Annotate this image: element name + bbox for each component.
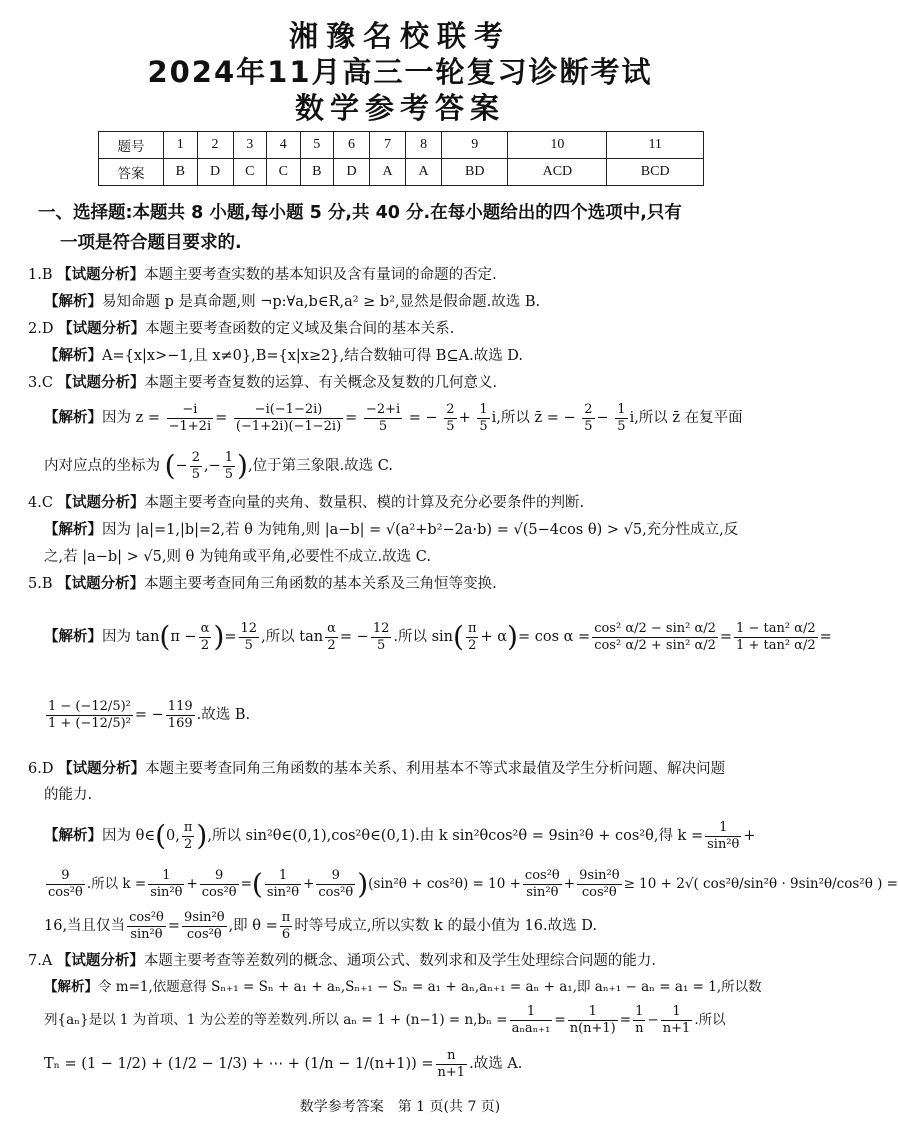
q6-solution-end <box>44 906 792 946</box>
analysis-tag: 【试题分析】 <box>57 576 145 592</box>
math-text: − <box>647 1012 659 1028</box>
analysis-tag: 【试题分析】 <box>58 761 146 777</box>
fraction <box>167 402 214 435</box>
math-text: 因为 θ∈ <box>102 828 156 844</box>
question-number: 3 <box>233 132 267 159</box>
math-text: + <box>743 828 756 844</box>
numerator: 1 <box>265 868 301 885</box>
math-text: + <box>563 876 576 892</box>
question-number: 2 <box>197 132 233 159</box>
numerator: 9 <box>316 868 355 885</box>
math-text: .故选 B. <box>196 707 251 723</box>
fraction <box>223 450 235 483</box>
denominator: 2 <box>183 836 193 852</box>
denominator: n+1 <box>437 1064 466 1080</box>
math-text: ,所以 tan <box>261 629 324 645</box>
analysis-tag: 【试题分析】 <box>58 321 146 337</box>
answer-cell: ACD <box>508 159 607 186</box>
math-text: Tₙ = (1 − 1/2) + (1/2 − 1/3) + ⋯ + (1/n − 1/(n+1)) = <box>44 1056 434 1072</box>
numerator: 12 <box>240 620 258 636</box>
denominator: cos²θ <box>186 926 222 942</box>
question-number: 8 <box>406 132 442 159</box>
answer-table-number-row <box>99 132 704 159</box>
exam-name-title: 2024年11月高三一轮复习诊断考试 <box>147 55 653 89</box>
math-text: = cos α = <box>517 629 591 645</box>
fraction <box>182 820 195 853</box>
question-number: 11 <box>607 132 704 159</box>
q1-number: 1.B <box>28 267 53 283</box>
denominator: 1 + tan² α/2 <box>736 637 816 653</box>
q7-solution-text: 令 m=1,依题意得 Sₙ₊₁ = Sₙ + a₁ + aₙ,Sₙ₊₁ − Sₙ = a₁ + aₙ,aₙ₊₁ = aₙ + a₁,即 aₙ₊₁ − aₙ = a₁ = 1,所以数 <box>98 979 762 995</box>
denominator: sin²θ <box>130 926 163 942</box>
math-text: 因为 tan <box>102 629 160 645</box>
q6-analysis-cont: 的能力. <box>44 787 93 803</box>
q3-analysis <box>28 372 776 394</box>
numerator: cos²θ <box>129 909 164 925</box>
numerator: 1 <box>479 401 488 417</box>
denominator: cos²θ <box>581 885 617 900</box>
math-text: π − <box>170 629 197 645</box>
fraction <box>200 868 239 901</box>
fraction <box>280 910 293 943</box>
answer-cell: D <box>197 159 233 186</box>
fraction <box>582 402 594 435</box>
denominator: 169 <box>167 715 193 731</box>
denominator: 5 <box>224 466 234 482</box>
denominator: sin²θ <box>526 885 559 900</box>
paren-open: ( <box>453 620 464 653</box>
q7-solution-cont <box>44 1000 792 1040</box>
q4-solution-text: 因为 |a|=1,|b|=2,若 θ 为钝角,则 |a−b| = √(a²+b²−2a·b) = √(5−4cos θ) > √5,充分性成立,反 <box>102 522 739 538</box>
denominator: 6 <box>281 926 291 942</box>
answer-table-answer-row <box>99 159 704 186</box>
q1-solution-text: 易知命题 p 是真命题,则 ¬p:∀a,b∈R,a² ≥ b²,显然是假命题.故选 B. <box>102 294 541 310</box>
denominator: 1 + (−12/5)² <box>48 715 131 731</box>
numerator: π <box>467 620 477 636</box>
answer-cell: B <box>164 159 198 186</box>
fraction <box>127 910 166 943</box>
numerator: 1 <box>617 401 626 417</box>
solution-tag: 【解析】 <box>44 348 102 364</box>
denominator: 5 <box>446 418 455 434</box>
numerator: 1 <box>224 449 234 465</box>
section-heading-cont: 一项是符合题目要求的. <box>60 233 242 253</box>
math-text: 16,当且仅当 <box>44 918 126 934</box>
math-text: + <box>186 876 198 892</box>
fraction <box>190 450 202 483</box>
solution-tag: 【解析】 <box>44 294 102 310</box>
math-text: = <box>167 918 181 934</box>
denominator: cos²θ <box>318 885 354 900</box>
q3-solution-cont: 内对应点的坐标为 (− $\frac{2}{5}$ ,− $\frac{1}{5}$ ),位于第三象限.故选 C. <box>44 449 393 482</box>
denominator: cos²θ <box>201 885 237 900</box>
denominator: 5 <box>584 418 593 434</box>
q5-solution-cont <box>44 690 792 740</box>
numerator: −i(−1−2i) <box>234 402 343 419</box>
q3-solution: 【解析】因为 z = $\frac{-i}{-1+2i}$ = $\frac{-i(-1-2i)}{(-1+2i)(-1-2i)}$ = $\frac{-2+i}{5}$ = − $\frac{2}{5}$ + $\frac{1}{5}$ i,所以 z̄ = − $\frac{2}{5}$ − $\frac{1}{5}$ i,所以 z̄ 在复平面 <box>44 401 743 434</box>
fraction <box>615 402 627 435</box>
fraction <box>568 1004 618 1037</box>
denominator: −1+2i <box>168 418 212 434</box>
solution-tag: 【解析】 <box>44 522 102 538</box>
fraction <box>46 699 133 732</box>
paren-close: ) <box>237 449 248 482</box>
solution-tag: 【解析】 <box>44 410 102 426</box>
q4-solution <box>44 519 792 541</box>
math-text: = <box>240 876 252 892</box>
fraction <box>234 402 343 435</box>
math-text: ,所以 sin²θ∈(0,1),cos²θ∈(0,1).由 k sin²θcos²θ = 9sin²θ + cos²θ,得 k = <box>207 828 704 844</box>
numerator: 2 <box>191 449 200 465</box>
section-heading: 一、选择题:本题共 8 小题,每小题 5 分,共 40 分.在每小题给出的四个选项中,只有 <box>38 203 682 223</box>
q6-analysis-text: 本题主要考查同角三角函数的基本关系、利用基本不等式求最值及学生分析问题、解决问题 <box>145 761 726 777</box>
numerator: α <box>200 620 210 636</box>
numerator: 1 <box>705 820 741 837</box>
fraction <box>436 1048 468 1081</box>
math-text: = − <box>339 629 369 645</box>
math-text: = <box>554 1012 566 1028</box>
fraction <box>371 621 392 654</box>
answer-cell: C <box>233 159 267 186</box>
question-number: 5 <box>300 132 334 159</box>
math-text: .故选 A. <box>469 1056 523 1072</box>
math-text: ≥ 10 + 2 <box>623 876 685 892</box>
paren-close: ) <box>357 867 369 901</box>
fraction <box>444 402 456 435</box>
q3-analysis-text: 本题主要考查复数的运算、有关概念及复数的几何意义. <box>144 375 498 391</box>
q2-analysis-text: 本题主要考查函数的定义域及集合间的基本关系. <box>145 321 455 337</box>
numerator: 1 <box>148 868 184 885</box>
fraction <box>510 1004 553 1037</box>
q6-number: 6.D <box>28 761 54 777</box>
fraction <box>46 868 85 901</box>
numerator: 1 <box>568 1004 618 1021</box>
fraction <box>364 402 402 435</box>
numerator: α <box>327 620 336 636</box>
analysis-tag: 【试题分析】 <box>57 495 145 511</box>
q2-solution <box>44 345 792 367</box>
q2-number: 2.D <box>28 321 54 337</box>
math-text: .所以 k = <box>86 876 147 892</box>
answer-cell: A <box>370 159 406 186</box>
analysis-tag: 【试题分析】 <box>57 375 145 391</box>
denominator: 5 <box>244 637 253 653</box>
q6-solution <box>44 814 792 858</box>
answer-cell: BD <box>442 159 508 186</box>
fraction <box>199 621 212 654</box>
q6-solution-cont: $\frac{9}{\text{cos²θ}}$ .所以 k = $\frac{1}{\text{sin²θ}}$ + $\frac{9}{\text{cos²θ}}$ =( $\frac{1}{\text{sin²θ}}$ + $\frac{9}{\text{cos²θ}}$ )(sin²θ + cos²θ) = 10 + $\frac{\text{cos²θ}}{\text{sin²θ}}$ + $\frac{\text{9sin²θ}}{\text{cos²θ}}$ ≥ 10 + 2√( cos²θ/sin²θ · 9sin²θ/cos²θ ) = <box>48 867 898 901</box>
paren-open: ( <box>159 620 171 653</box>
math-text: 内对应点的坐标为 <box>44 458 160 474</box>
q1-analysis-text: 本题主要考查实数的基本知识及含有量词的命题的否定. <box>144 267 497 283</box>
fraction <box>577 868 622 901</box>
numerator: 1 − (−12/5)² <box>48 698 131 714</box>
q4-analysis <box>28 492 776 514</box>
math-text: i,所以 z̄ = − <box>491 410 576 426</box>
q2-solution-text: A={x|x>−1,且 x≠0},B={x|x≥2},结合数轴可得 B⊆A.故选 D. <box>102 348 524 364</box>
q7-solution <box>44 976 792 998</box>
numerator: 1 <box>510 1004 553 1021</box>
denominator: 5 <box>479 418 488 434</box>
paren-open: ( <box>164 449 176 482</box>
paren-open: ( <box>155 819 167 852</box>
numerator: −2+i <box>365 401 401 417</box>
math-text: .所以 <box>694 1012 726 1028</box>
paren-close: ) <box>213 620 225 653</box>
fraction <box>265 868 301 901</box>
fraction <box>592 621 718 654</box>
numerator: 119 <box>167 698 193 714</box>
q7-number: 7.A <box>28 953 53 969</box>
fraction <box>239 621 260 654</box>
denominator: n(n+1) <box>569 1021 616 1036</box>
numerator: 1 <box>661 1004 693 1021</box>
q5-analysis-text: 本题主要考查同角三角函数的基本关系及三角恒等变换. <box>144 576 497 592</box>
q7-analysis-text: 本题主要考查等差数列的概念、通项公式、数列求和及学生处理综合问题的能力. <box>143 953 657 969</box>
fraction <box>325 621 338 654</box>
denominator: 5 <box>376 637 386 653</box>
q1-analysis <box>28 264 776 286</box>
table-header-question: 题号 <box>99 132 164 159</box>
denominator: aₙaₙ₊₁ <box>511 1021 551 1036</box>
q7-analysis <box>28 950 776 972</box>
q5-number: 5.B <box>28 576 53 592</box>
exam-organizer-title: 湘豫名校联考 <box>288 19 511 53</box>
numerator: 9 <box>200 868 239 885</box>
numerator: 1 − tan² α/2 <box>736 620 816 636</box>
fraction <box>734 621 818 654</box>
numerator: 9sin²θ <box>184 909 225 925</box>
paren-open: ( <box>251 867 263 901</box>
answer-cell: B <box>300 159 334 186</box>
table-header-answer: 答案 <box>99 159 164 186</box>
denominator: 2 <box>200 637 210 653</box>
q5-solution: 【解析】因为 tan(π − $\frac{\alpha}{2}$ )= $\frac{12}{5}$ ,所以 tan $\frac{\alpha}{2}$ = − $\frac{12}{5}$ .所以 sin( $\frac{\pi}{2}$ + α)= cos α = $\frac{\text{cos² α/2 − sin² α/2}}{\text{cos² α/2 + sin² α/2}}$ = $\frac{\text{1 − tan² α/2}}{\text{1 + tan² α/2}}$ = <box>44 620 832 653</box>
math-text: 时等号成立,所以实数 k 的最小值为 16.故选 D. <box>294 918 597 934</box>
q4-solution-cont: 之,若 |a−b| > √5,则 θ 为钝角或平角,必要性不成立.故选 C. <box>44 549 431 565</box>
denominator: sin²θ <box>266 885 300 900</box>
denominator: 2 <box>327 637 336 653</box>
question-number: 7 <box>370 132 406 159</box>
denominator: 5 <box>191 466 200 482</box>
denominator: cos² α/2 + sin² α/2 <box>594 637 716 653</box>
numerator: 12 <box>372 620 390 636</box>
q1-solution <box>44 291 792 313</box>
answer-cell: A <box>406 159 442 186</box>
question-number: 9 <box>442 132 508 159</box>
q7-solution-end <box>44 1044 792 1084</box>
question-number: 4 <box>267 132 301 159</box>
math-text: + α <box>480 629 508 645</box>
numerator: n <box>436 1048 468 1065</box>
fraction <box>182 910 227 943</box>
question-number: 1 <box>164 132 198 159</box>
denominator: sin²θ <box>707 836 740 852</box>
q4-analysis-text: 本题主要考查向量的夹角、数量积、模的计算及充分必要条件的判断. <box>144 495 585 511</box>
solution-tag: 【解析】 <box>44 629 102 645</box>
page-footer: 数学参考答案 第 1 页(共 7 页) <box>299 1099 501 1115</box>
answer-table <box>98 131 704 186</box>
analysis-tag: 【试题分析】 <box>56 953 144 969</box>
numerator: 2 <box>584 401 593 417</box>
analysis-tag: 【试题分析】 <box>57 267 145 283</box>
fraction <box>705 820 741 853</box>
paren-close: ) <box>196 819 208 852</box>
fraction <box>148 868 184 901</box>
math-text: = − <box>134 707 164 723</box>
question-number: 10 <box>508 132 607 159</box>
answer-key-title: 数学参考答案 <box>294 91 505 125</box>
math-text: = <box>224 629 237 645</box>
math-text: ,即 θ = <box>228 918 278 934</box>
math-text: 因为 z = <box>102 410 161 426</box>
numerator: 1 <box>633 1004 645 1021</box>
numerator: 2 <box>446 401 455 417</box>
q2-analysis <box>28 318 776 340</box>
denominator: sin²θ <box>150 885 183 900</box>
numerator: cos²θ <box>524 868 560 883</box>
q4-number: 4.C <box>28 495 53 511</box>
math-text: ,位于第三象限.故选 C. <box>247 458 393 474</box>
fraction <box>166 699 195 732</box>
fraction <box>633 1004 645 1037</box>
math-text: 列{aₙ}是以 1 为首项、1 为公差的等差数列.所以 aₙ = 1 + (n−1) = n,bₙ = <box>44 1012 508 1028</box>
fraction <box>523 868 562 901</box>
fraction <box>477 402 489 435</box>
numerator: 9sin²θ <box>579 868 620 883</box>
q6-analysis <box>28 758 776 780</box>
paren-close: ) <box>507 620 518 653</box>
denominator: (−1+2i)(−1−2i) <box>235 418 342 434</box>
fraction <box>466 621 479 654</box>
solution-tag: 【解析】 <box>44 828 102 844</box>
numerator: −i <box>167 402 214 419</box>
answer-cell: C <box>267 159 301 186</box>
denominator: 2 <box>468 637 477 653</box>
math-text: i,所以 z̄ 在复平面 <box>629 410 743 426</box>
numerator: π <box>183 819 193 835</box>
math-text: = − <box>408 410 438 426</box>
numerator: cos² α/2 − sin² α/2 <box>594 620 716 636</box>
numerator: 9 <box>46 868 85 885</box>
answer-cell: D <box>334 159 370 186</box>
math-text: = <box>619 1012 632 1028</box>
fraction <box>661 1004 693 1037</box>
q5-analysis <box>28 573 776 595</box>
answer-cell: BCD <box>607 159 704 186</box>
denominator: cos²θ <box>48 885 83 900</box>
math-text: √( cos²θ/sin²θ · 9sin²θ/cos²θ ) = <box>684 876 898 892</box>
denominator: 5 <box>617 418 626 434</box>
q3-number: 3.C <box>28 375 53 391</box>
denominator: 5 <box>378 418 388 434</box>
math-text: 0, <box>166 828 180 844</box>
fraction <box>316 868 355 901</box>
denominator: n <box>635 1021 644 1036</box>
denominator: n+1 <box>662 1021 691 1036</box>
numerator: π <box>281 909 291 925</box>
solution-tag: 【解析】 <box>44 979 98 995</box>
question-number: 6 <box>334 132 370 159</box>
math-text: (sin²θ + cos²θ) = 10 + <box>368 876 521 892</box>
math-text: .所以 sin <box>393 629 453 645</box>
